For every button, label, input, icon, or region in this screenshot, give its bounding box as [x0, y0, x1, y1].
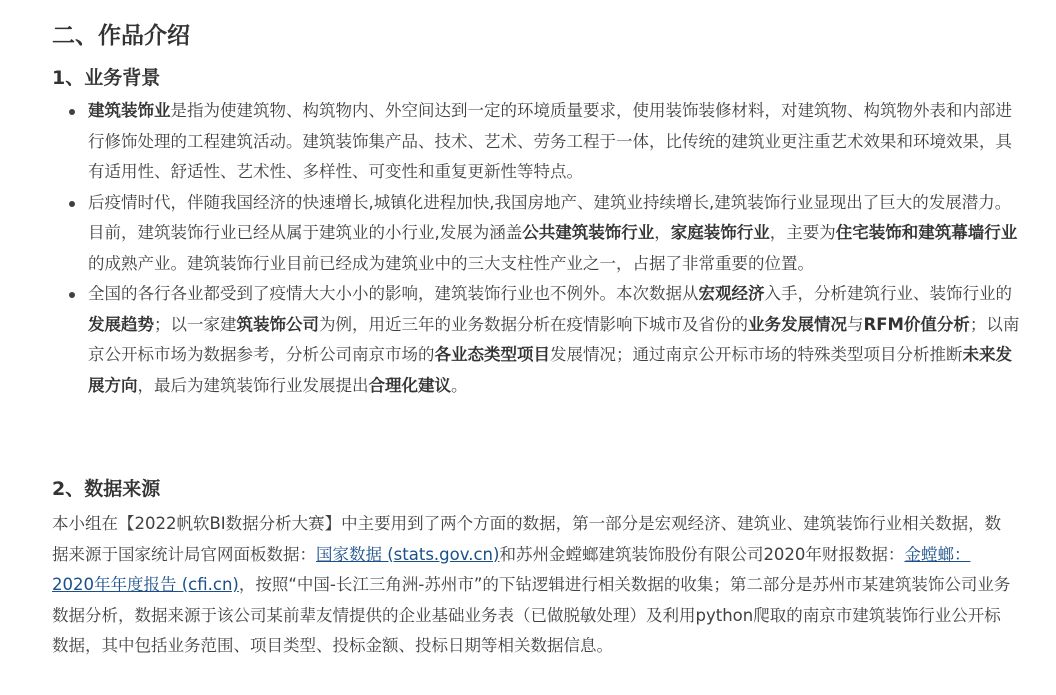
text-run: 后疫情时代，伴随我国经济的快速增长,城镇化进程加快,我国房地产、建筑业持续增长,建筑装饰行业显现出了巨大的发展潜力。目前，建筑装饰行业已经从属于建筑业的小行业,发展为涵盖: [88, 192, 1012, 242]
page-heading: 二、作品介绍: [52, 23, 190, 49]
bullet-dot-icon: [69, 109, 75, 115]
source-link[interactable]: 国家数据 (stats.gov.cn): [316, 544, 500, 564]
text-run: ；以一家建: [154, 314, 237, 334]
section-title-data-source: 2、数据来源: [52, 478, 161, 500]
text-run: 是指为使建筑物、构筑物内、外空间达到一定的环境质量要求，使用装饰装修材料，对建筑物、构筑物外表和内部进行修饰处理的工程建筑活动。建筑装饰集产品、技术、艺术、劳务工程于一体，比传统的建筑业更注重艺术效果和环境效果，具有适用性、舒适性、艺术性、多样性、可变性和重复更新性等特点。: [88, 101, 1012, 181]
text-run: 本小组在【2022帆软BI数据分析大赛】中主要用到了两个方面的数据，第一部分是宏观经济、建筑业、建筑装饰行业相关数据，数据来源于国家统计局官网面板数据：: [52, 514, 1002, 564]
bold-text: 住宅装饰和建筑幕墙行业: [835, 223, 1018, 242]
text-run: 的成熟产业。建筑装饰行业目前已经成为建筑业中的三大支柱性产业之一，占据了非常重要的位置。: [88, 253, 814, 273]
bullet-item: [52, 279, 1022, 401]
bullet-item: [52, 188, 1022, 280]
text-run: 全国的各行各业都受到了疫情大大小小的影响，建筑装饰行业也不例外。本次数据从: [88, 284, 699, 303]
text-run: 和苏州金螳螂建筑装饰股份有限公司2020年财报数据：: [499, 544, 905, 564]
bullet-text: [88, 284, 1019, 395]
bold-text: 业务发展情况: [748, 314, 847, 334]
text-run: ；以南京公开标市场为数据参考，分析公司南京市场的: [88, 314, 1020, 364]
text-run: ，按照“中国-长江三角洲-苏州市”的下钻逻辑进行相关数据的收集；第二部分是苏州市某建筑装饰公司业务数据分析，数据来源于该公司某前辈友情提供的企业基础业务表（已做脱敏处理）及利用python爬取的南京市建筑装饰行业公开标数据，其中包括业务范围、项目类型、投标金额、投标日期等相关数据信息。: [52, 575, 1011, 655]
bullet-text: [88, 193, 1017, 273]
text-run: ，: [654, 223, 671, 242]
bullet-text: [88, 101, 1012, 181]
bullet-dot-icon: [69, 292, 75, 298]
bullet-dot-icon: [69, 201, 75, 207]
bold-text: 筑装饰公司: [236, 314, 319, 334]
bold-text: 公共建筑装饰行业: [522, 223, 655, 242]
bold-text: RFM价值分析: [863, 314, 970, 334]
text-run: 与: [847, 314, 864, 334]
background-bullet-list: [52, 96, 1022, 401]
bold-text: 合理化建议: [368, 375, 451, 395]
bold-text: 建筑装饰业: [88, 101, 171, 120]
bold-text: 发展趋势: [88, 314, 154, 334]
source-link[interactable]: 金螳螂：2020年年度报告 (cfi.cn): [52, 544, 971, 594]
text-run: 。: [451, 375, 468, 395]
text-run: 入手，分析建筑行业、装饰行业的: [764, 284, 1012, 303]
text-run: ，最后为建筑装饰行业发展提出: [137, 375, 369, 395]
data-source-paragraph: [52, 509, 1012, 662]
bullet-item: [52, 96, 1022, 188]
bold-text: 宏观经济: [698, 284, 765, 303]
bold-text: 各业态类型项目: [434, 345, 550, 364]
text-run: 发展情况；通过南京公开标市场的特殊类型项目分析推断: [550, 345, 963, 364]
bold-text: 未来发展方向: [88, 345, 1012, 395]
text-run: ，主要为: [769, 223, 836, 242]
text-run: 为例，用近三年的业务数据分析在疫情影响下城市及省份的: [319, 314, 748, 334]
section-title-business-background: 1、业务背景: [52, 67, 161, 89]
bold-text: 家庭装饰行业: [670, 223, 770, 242]
